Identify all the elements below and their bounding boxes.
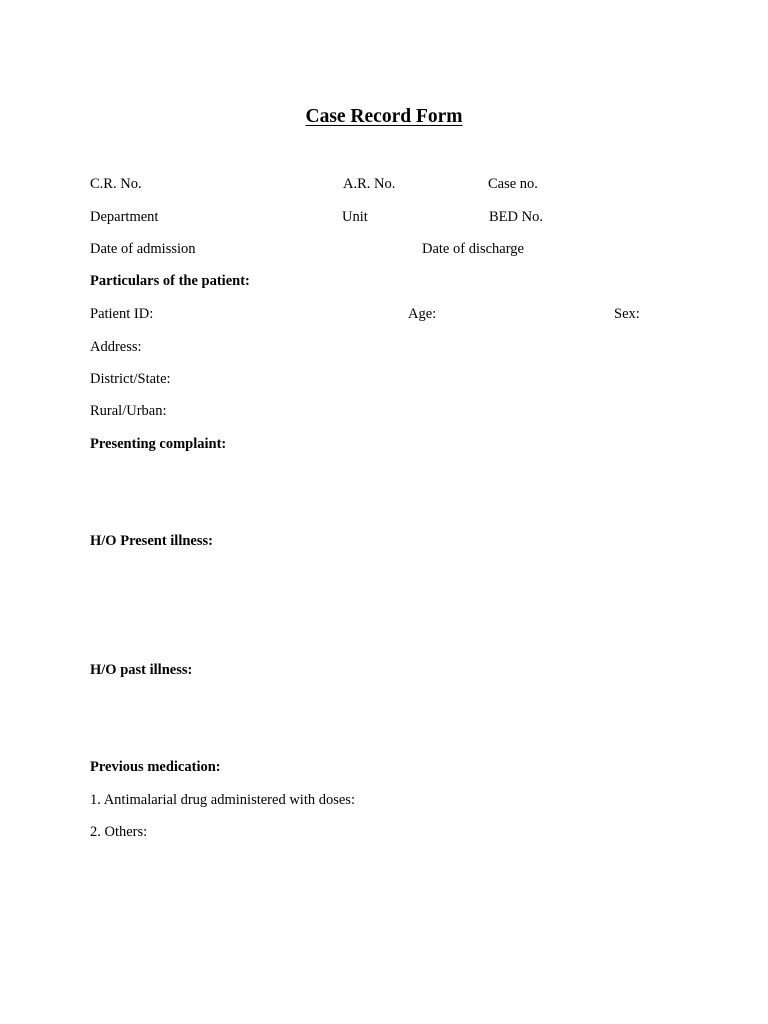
age-label: Age: xyxy=(408,306,437,322)
patient-id-label: Patient ID: xyxy=(90,306,154,322)
medication-item: 2. Others: xyxy=(90,824,148,840)
present-illness-heading: H/O Present illness: xyxy=(90,533,213,549)
date-of-admission-label: Date of admission xyxy=(90,241,196,257)
previous-medication-heading: Previous medication: xyxy=(90,759,221,775)
sex-label: Sex: xyxy=(614,306,640,322)
ar-no-label: A.R. No. xyxy=(343,176,396,192)
medication-item: 1. Antimalarial drug administered with doses: xyxy=(90,792,355,808)
presenting-complaint-heading: Presenting complaint: xyxy=(90,436,227,452)
unit-label: Unit xyxy=(342,209,368,225)
address-label: Address: xyxy=(90,339,142,355)
cr-no-label: C.R. No. xyxy=(90,176,142,192)
rural-urban-label: Rural/Urban: xyxy=(90,403,167,419)
date-of-discharge-label: Date of discharge xyxy=(422,241,524,257)
form-title: Case Record Form xyxy=(305,106,463,127)
bed-no-label: BED No. xyxy=(489,209,543,225)
department-label: Department xyxy=(90,209,159,225)
district-state-label: District/State: xyxy=(90,371,171,387)
particulars-heading: Particulars of the patient: xyxy=(90,273,250,289)
past-illness-heading: H/O past illness: xyxy=(90,662,193,678)
case-no-label: Case no. xyxy=(488,176,538,192)
